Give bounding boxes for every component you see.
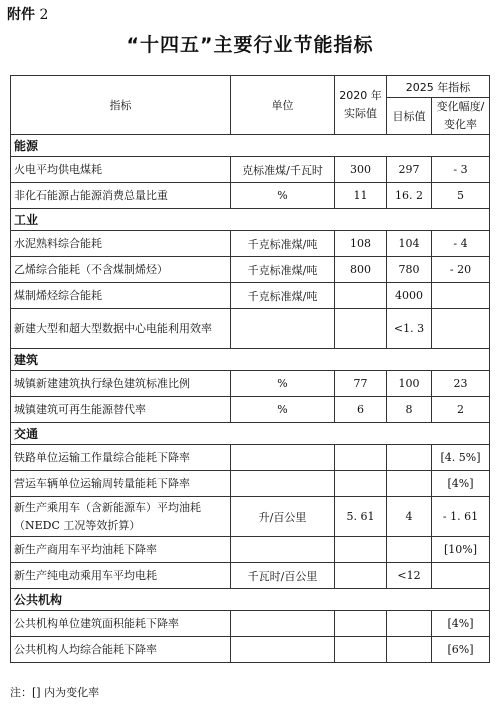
- indicator-cell: 水泥熟料综合能耗: [11, 231, 231, 257]
- indicator-cell: 新生产乘用车（含新能源车）平均油耗（NEDC 工况等效折算）: [11, 497, 231, 537]
- indicator-cell: 新生产商用车平均油耗下降率: [11, 537, 231, 563]
- actual-2020-cell: 5. 61: [335, 497, 387, 537]
- target-value-cell: [387, 471, 432, 497]
- indicator-cell: 营运车辆单位运输周转量能耗下降率: [11, 471, 231, 497]
- table-row: [11, 397, 490, 423]
- table-row: [11, 231, 490, 257]
- unit-cell: 千克标准煤/吨: [231, 257, 335, 283]
- attachment-label: [7, 4, 48, 24]
- table-row: [11, 257, 490, 283]
- footnote: 注：[] 内为变化率: [10, 686, 100, 699]
- indicator-cell: 乙烯综合能耗（不含煤制烯烃）: [11, 257, 231, 283]
- attachment-number: 2: [39, 7, 49, 23]
- section-header-row: [11, 349, 490, 371]
- target-value-cell: [387, 537, 432, 563]
- table-row: [11, 471, 490, 497]
- actual-2020-cell: 108: [335, 231, 387, 257]
- change-cell: 23: [432, 371, 490, 397]
- actual-2020-cell: [335, 445, 387, 471]
- indicator-cell: 公共机构人均综合能耗下降率: [11, 637, 231, 663]
- indicator-cell: 城镇新建建筑执行绿色建筑标准比例: [11, 371, 231, 397]
- target-value-cell: 16. 2: [387, 183, 432, 209]
- target-value-cell: [387, 637, 432, 663]
- section-name: 能源: [11, 135, 490, 157]
- unit-cell: 千瓦时/百公里: [231, 563, 335, 589]
- actual-2020-cell: [335, 537, 387, 563]
- indicator-cell: 公共机构单位建筑面积能耗下降率: [11, 611, 231, 637]
- target-value-cell: 4000: [387, 283, 432, 309]
- indicator-cell: 非化石能源占能源消费总量比重: [11, 183, 231, 209]
- section-name: 工业: [11, 209, 490, 231]
- actual-2020-cell: [335, 309, 387, 349]
- actual-2020-cell: 300: [335, 157, 387, 183]
- table-row: [11, 371, 490, 397]
- header-unit: 单位: [231, 76, 335, 135]
- table-row: [11, 183, 490, 209]
- actual-2020-cell: [335, 637, 387, 663]
- actual-2020-cell: 77: [335, 371, 387, 397]
- indicator-cell: 新生产纯电动乘用车平均电耗: [11, 563, 231, 589]
- change-cell: - 20: [432, 257, 490, 283]
- unit-cell: 升/百公里: [231, 497, 335, 537]
- change-cell: - 3: [432, 157, 490, 183]
- header-actual-2020: 2020 年实际值: [335, 76, 387, 135]
- unit-cell: 千克标准煤/吨: [231, 231, 335, 257]
- change-cell: [6%]: [432, 637, 490, 663]
- header-indicator: 指标: [11, 76, 231, 135]
- actual-2020-cell: [335, 283, 387, 309]
- unit-cell: [231, 537, 335, 563]
- section-name: 建筑: [11, 349, 490, 371]
- unit-cell: 千克标准煤/吨: [231, 283, 335, 309]
- section-header-row: [11, 423, 490, 445]
- target-value-cell: [387, 611, 432, 637]
- header-target-2025: 2025 年指标: [387, 76, 490, 98]
- actual-2020-cell: [335, 611, 387, 637]
- change-cell: [4. 5%]: [432, 445, 490, 471]
- section-header-row: [11, 209, 490, 231]
- actual-2020-cell: 6: [335, 397, 387, 423]
- page-title: “十四五”主要行业节能指标: [126, 34, 374, 56]
- change-cell: [432, 309, 490, 349]
- change-cell: [432, 283, 490, 309]
- table-row: [11, 157, 490, 183]
- indicator-table: [10, 75, 490, 663]
- target-value-cell: 780: [387, 257, 432, 283]
- table-row: [11, 445, 490, 471]
- unit-cell: [231, 445, 335, 471]
- target-value-cell: 4: [387, 497, 432, 537]
- change-cell: [432, 563, 490, 589]
- indicator-cell: 火电平均供电煤耗: [11, 157, 231, 183]
- target-value-cell: <12: [387, 563, 432, 589]
- target-value-cell: [387, 445, 432, 471]
- table-row: [11, 637, 490, 663]
- change-cell: - 4: [432, 231, 490, 257]
- header-target-value: 目标值: [387, 98, 432, 135]
- table-row: [11, 283, 490, 309]
- unit-cell: %: [231, 371, 335, 397]
- section-header-row: [11, 135, 490, 157]
- change-cell: [10%]: [432, 537, 490, 563]
- unit-cell: %: [231, 397, 335, 423]
- unit-cell: [231, 637, 335, 663]
- target-value-cell: 104: [387, 231, 432, 257]
- unit-cell: [231, 471, 335, 497]
- table-body: [11, 135, 490, 663]
- change-cell: [4%]: [432, 611, 490, 637]
- section-name: 交通: [11, 423, 490, 445]
- unit-cell: %: [231, 183, 335, 209]
- unit-cell: 克标准煤/千瓦时: [231, 157, 335, 183]
- change-cell: [4%]: [432, 471, 490, 497]
- actual-2020-cell: 11: [335, 183, 387, 209]
- indicator-cell: 城镇建筑可再生能源替代率: [11, 397, 231, 423]
- indicator-cell: 新建大型和超大型数据中心电能利用效率: [11, 309, 231, 349]
- indicator-cell: 煤制烯烃综合能耗: [11, 283, 231, 309]
- target-value-cell: <1. 3: [387, 309, 432, 349]
- attachment-prefix: 附件: [7, 7, 35, 23]
- actual-2020-cell: [335, 471, 387, 497]
- table-row: [11, 497, 490, 537]
- change-cell: 5: [432, 183, 490, 209]
- header-change: 变化幅度/变化率: [432, 98, 490, 135]
- indicator-cell: 铁路单位运输工作量综合能耗下降率: [11, 445, 231, 471]
- section-header-row: [11, 589, 490, 611]
- unit-cell: [231, 611, 335, 637]
- section-name: 公共机构: [11, 589, 490, 611]
- change-cell: 2: [432, 397, 490, 423]
- target-value-cell: 100: [387, 371, 432, 397]
- actual-2020-cell: 800: [335, 257, 387, 283]
- actual-2020-cell: [335, 563, 387, 589]
- target-value-cell: 297: [387, 157, 432, 183]
- table-row: [11, 563, 490, 589]
- unit-cell: [231, 309, 335, 349]
- target-value-cell: 8: [387, 397, 432, 423]
- table-row: [11, 611, 490, 637]
- table-row: [11, 309, 490, 349]
- change-cell: - 1. 61: [432, 497, 490, 537]
- table-row: [11, 537, 490, 563]
